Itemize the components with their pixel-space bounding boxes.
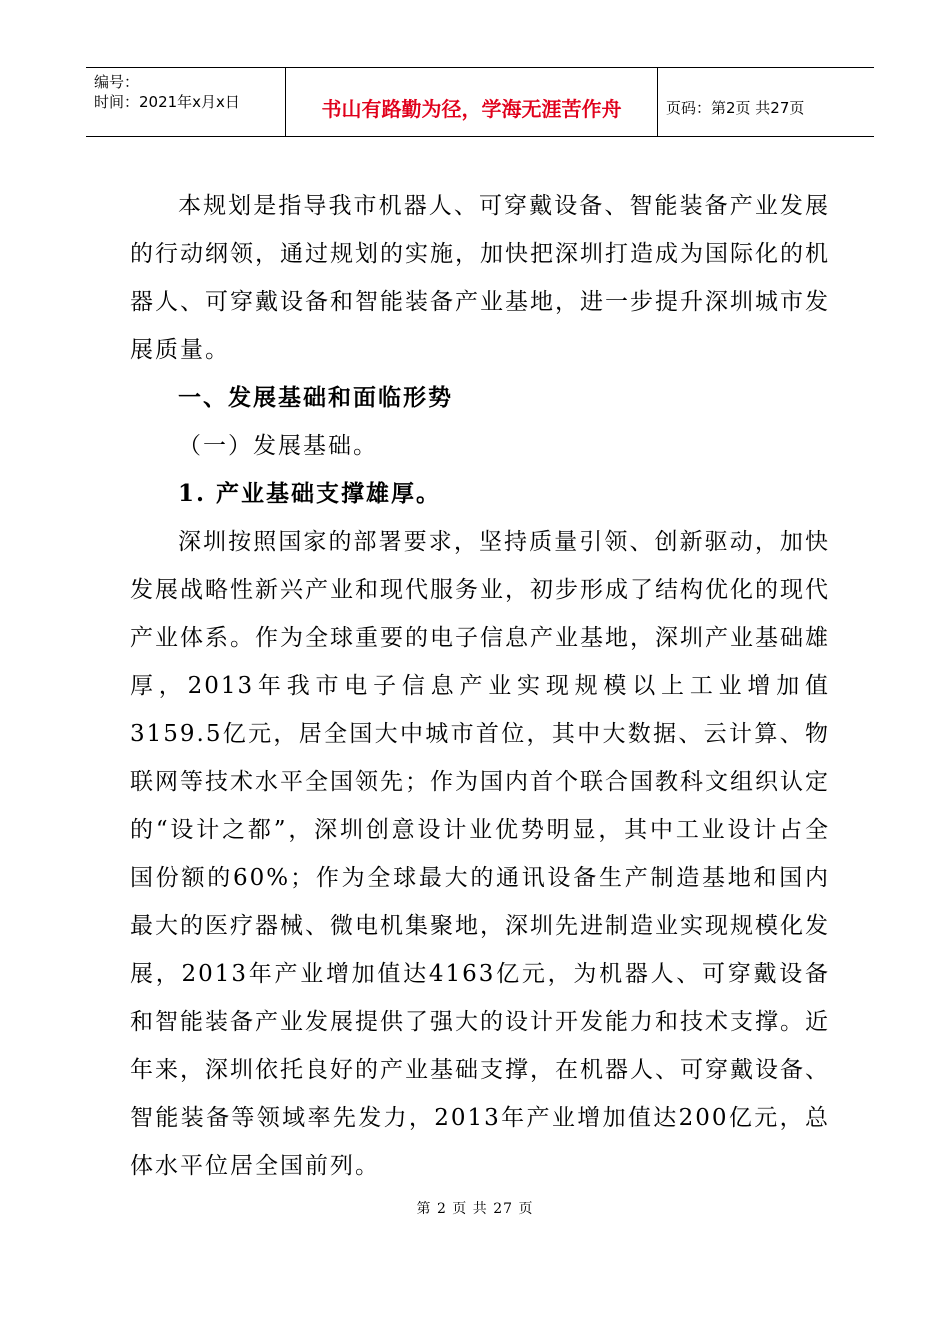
page-header bbox=[86, 67, 874, 137]
body-paragraph: 深圳按照国家的部署要求，坚持质量引领、创新驱动，加快发展战略性新兴产业和现代服务业，初步形成了结构优化的现代产业体系。作为全球重要的电子信息产业基地，深圳产业基础雄厚，2013年我市电子信息产业实现规模以上工业增加值3159.5亿元，居全国大中城市首位，其中大数据、云计算、物联网等技术水平全国领先；作为国内首个联合国教科文组织认定的“设计之都”，深圳创意设计业优势明显，其中工业设计占全国份额的60%；作为全球最大的通讯设备生产制造基地和国内最大的医疗器械、微电机集聚地，深圳先进制造业实现规模化发展，2013年产业增加值达4163亿元，为机器人、可穿戴设备和智能装备产业发展提供了强大的设计开发能力和技术支撑。近年来，深圳依托良好的产业基础支撑，在机器人、可穿戴设备、智能装备等领域率先发力，2013年产业增加值达200亿元，总体水平位居全国前列。 bbox=[130, 529, 830, 1179]
item-heading: 1. 产业基础支撑雄厚。 bbox=[178, 480, 442, 507]
document-number-label: 编号： bbox=[94, 73, 140, 91]
page-footer: 第 2 页 共 27 页 bbox=[416, 1201, 534, 1217]
intro-paragraph: 本规划是指导我市机器人、可穿戴设备、智能装备产业发展的行动纲领，通过规划的实施，加快把深圳打造成为国际化的机器人、可穿戴设备和智能装备产业基地，进一步提升深圳城市发展质量。 bbox=[130, 193, 830, 363]
header-page-info: 页码：第2页 共27页 bbox=[666, 98, 805, 117]
subsection-heading: （一）发展基础。 bbox=[178, 433, 378, 459]
document-time-label: 时间：2021年x月x日 bbox=[94, 93, 240, 111]
section-heading: 一、发展基础和面临形势 bbox=[178, 384, 453, 411]
header-meta bbox=[86, 68, 286, 136]
document-body bbox=[130, 182, 830, 1190]
header-slogan: 书山有路勤为径，学海无涯苦作舟 bbox=[286, 68, 658, 136]
